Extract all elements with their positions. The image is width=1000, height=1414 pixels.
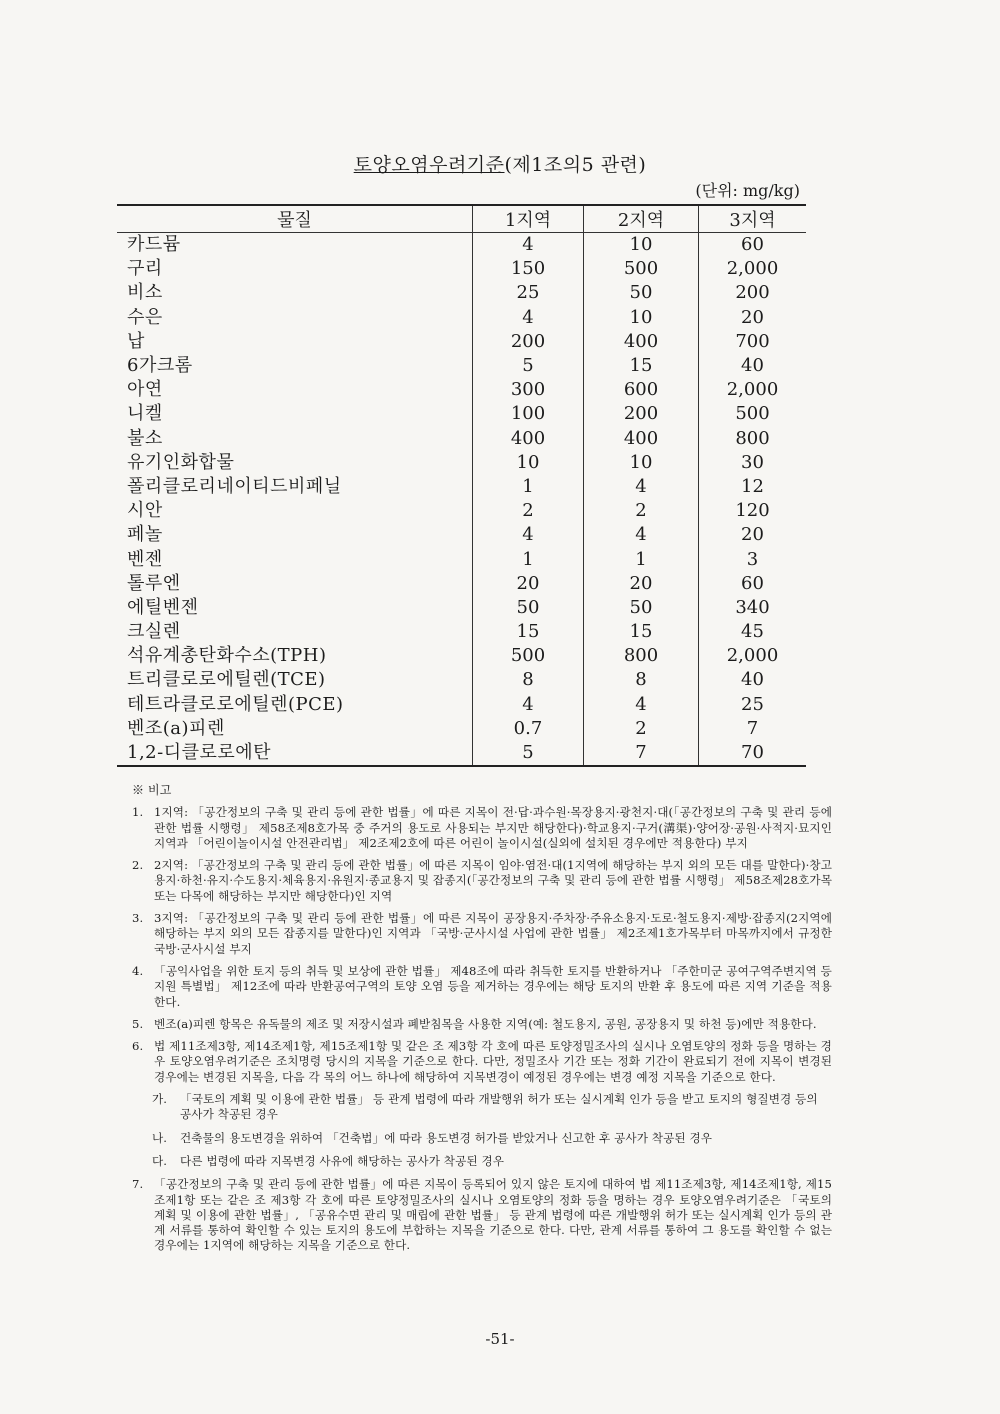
subitem-label: 가. [152,1092,168,1107]
note-item [132,964,832,1010]
region2-value: 500 [584,257,699,281]
substance-name: 유기인화합물 [127,451,235,473]
region1-value: 50 [473,596,584,620]
header-substance: 물질 [117,205,473,233]
region3-value: 700 [699,330,807,354]
notes-header: ※ 비고 [132,783,172,797]
region2-value: 50 [584,281,699,305]
note-text: 법 제11조제3항, 제14조제1항, 제15조제1항 및 같은 조 제3항 각 호에 따른 토양정밀조사의 실시나 오염토양의 정화 등을 명하는 경우 토양오염우려기준은 조치명령 당시의 지목을 기준으로 한다. 다만, 정밀조사 기간 또는 정화 기간이 완료되기 전에 지목이 변경된 경우에는 변경된 지목을, 다음 각 목의 어느 하나에 해당하여 지목변경이 예정된 경우에는 변경 예정 지목을 기준으로 한다. [154,1039,832,1084]
header-region2: 2지역 [584,205,699,233]
region1-value: 5 [473,354,584,378]
standards-table [117,204,806,767]
substance-name: 불소 [127,427,163,449]
note-text: 「공익사업을 위한 토지 등의 취득 및 보상에 관한 법률」 제48조에 따라 취득한 토지를 반환하거나 「주한미군 공여구역주변지역 등 지원 특별법」 제12조에 따라 반환공여구역의 토양 오염 등을 제거하는 경우에는 해당 토지의 반환 후 용도에 따른 지역 기준을 적용한다. [154,963,832,1009]
table-row [117,451,806,475]
note-number: 1. [132,805,144,820]
table-row [117,378,806,402]
region3-value: 120 [699,499,807,523]
note-text: 3지역: 「공간정보의 구축 및 관리 등에 관한 법률」에 따른 지목이 공장용지·주차장·주유소용지·도로·철도용지·제방·잡종지(2지역에 해당하는 부지 외의 모든 잡종지를 말한다)인 지역과 「국방·군사시설 사업에 관한 법률」 제2조제1호가목부터 마목까지에서 규정한 국방·군사시설 부지 [154,911,832,956]
region2-value: 20 [584,572,699,596]
region1-value: 25 [473,281,584,305]
region2-value: 400 [584,427,699,451]
region2-value: 15 [584,354,699,378]
note-subitem [152,1154,832,1169]
header-region3: 3지역 [699,205,807,233]
note-text: 「공간정보의 구축 및 관리 등에 관한 법률」에 따른 지목이 등록되어 있지 않은 토지에 대하여 법 제11조제3항, 제14조제1항, 제15조제1항 또는 같은 조 제3항 각 호에 따른 토양정밀조사의 실시나 오염토양의 정화 등을 명하는 경우 토양오염우려기준은 「국토의 계획 및 이용에 관한 법률」, 「공유수면 관리 및 매립에 관한 법률」 등 관계 법령에 따른 개발행위 허가 또는 실시계획 인가 등의 관계 서류를 통하여 확인할 수 있는 토지의 용도에 부합하는 지목을 기준으로 한다. 다만, 관계 서류를 통하여 그 용도를 확인할 수 없는 경우에는 1지역에 해당하는 지목을 기준으로 한다. [154,1177,832,1253]
region2-value: 1 [584,547,699,571]
region2-value: 4 [584,693,699,717]
region3-value: 60 [699,233,807,258]
region1-value: 4 [473,233,584,258]
substance-name: 비소 [127,282,163,304]
table-row [117,644,806,668]
region2-value: 10 [584,306,699,330]
subitem-label: 나. [152,1130,168,1145]
note-number: 5. [132,1016,144,1031]
region3-value: 2,000 [699,644,807,668]
region2-value: 200 [584,402,699,426]
table-header-row [117,205,806,233]
table-row [117,499,806,523]
region3-value: 7 [699,717,807,741]
region1-value: 10 [473,451,584,475]
region2-value: 4 [584,523,699,547]
region3-value: 500 [699,402,807,426]
region3-value: 12 [699,475,807,499]
region1-value: 300 [473,378,584,402]
table-row [117,281,806,305]
region1-value: 8 [473,668,584,692]
region1-value: 1 [473,547,584,571]
region1-value: 500 [473,644,584,668]
substance-name: 크실렌 [127,621,181,643]
header-region1: 1지역 [473,205,584,233]
table-row [117,717,806,741]
table-row [117,354,806,378]
notes-list [132,805,832,1253]
note-number: 7. [132,1177,144,1192]
subitem-text: 건축물의 용도변경을 위하여 「건축법」에 따라 용도변경 허가를 받았거나 신고한 후 공사가 착공된 경우 [180,1130,713,1145]
note-text: 2지역: 「공간정보의 구축 및 관리 등에 관한 법률」에 따른 지목이 임야·염전·대(1지역에 해당하는 부지 외의 모든 대를 말한다)·창고용지·하천·유지·수도용지·체육용지·유원지·종교용지 및 잡종지(「공간정보의 구축 및 관리 등에 관한 법률 시행령」 제58조제28호가목 또는 다목에 해당하는 부지만 해당한다)인 지역 [154,858,832,903]
region1-value: 200 [473,330,584,354]
region3-value: 40 [699,668,807,692]
page-title [0,150,1000,177]
region2-value: 10 [584,233,699,258]
region3-value: 60 [699,572,807,596]
note-subitem [152,1092,832,1123]
table-row [117,427,806,451]
region3-value: 2,000 [699,257,807,281]
substance-name: 수은 [127,306,163,328]
unit-label: (단위: mg/kg) [695,181,800,200]
region2-value: 8 [584,668,699,692]
substance-name: 페놀 [127,524,163,546]
substance-name: 벤젠 [127,548,163,570]
substance-name: 아연 [127,379,163,401]
table-row [117,306,806,330]
page-number: -51- [485,1330,515,1348]
note-item [132,1039,832,1169]
note-item [132,1017,832,1032]
table-row [117,620,806,644]
subitem-text: 「국토의 계획 및 이용에 관한 법률」 등 관계 법령에 따라 개발행위 허가 또는 실시계획 인가 등을 받고 토지의 형질변경 등의 공사가 착공된 경우 [180,1092,818,1122]
notes-section [132,783,832,1261]
region3-value: 25 [699,693,807,717]
region1-value: 0.7 [473,717,584,741]
note-item [132,1177,832,1253]
substance-name: 에틸벤젠 [127,596,199,618]
substance-name: 폴리클로리네이티드비페닐 [127,475,342,497]
substance-name: 시안 [127,500,163,522]
substance-name: 트리클로로에틸렌(TCE) [127,669,326,691]
region2-value: 400 [584,330,699,354]
substance-name: 카드뮴 [127,234,181,256]
substance-name: 석유계총탄화수소(TPH) [127,645,327,667]
region1-value: 100 [473,402,584,426]
subitem-text: 다른 법령에 따라 지목변경 사유에 해당하는 공사가 착공된 경우 [180,1153,505,1168]
region1-value: 2 [473,499,584,523]
region2-value: 10 [584,451,699,475]
note-text: 벤조(a)피렌 항목은 유독물의 제조 및 저장시설과 폐받침목을 사용한 지역(예: 철도용지, 공원, 공장용지 및 하천 등)에만 적용한다. [154,1016,817,1031]
substance-name: 톨루엔 [127,572,181,594]
note-item [132,805,832,851]
region3-value: 30 [699,451,807,475]
table-row [117,547,806,571]
region2-value: 800 [584,644,699,668]
substance-name: 1,2-디클로로에탄 [127,742,272,764]
note-number: 4. [132,963,144,978]
region2-value: 600 [584,378,699,402]
region2-value: 4 [584,475,699,499]
note-item [132,858,832,904]
subitem-label: 다. [152,1153,168,1168]
table-row [117,257,806,281]
region3-value: 40 [699,354,807,378]
table-row [117,402,806,426]
region2-value: 2 [584,717,699,741]
region1-value: 20 [473,572,584,596]
substance-name: 니켈 [127,403,163,425]
region1-value: 5 [473,741,584,766]
table-body [117,233,806,767]
table-row [117,596,806,620]
region1-value: 4 [473,693,584,717]
region2-value: 15 [584,620,699,644]
region1-value: 4 [473,523,584,547]
region1-value: 400 [473,427,584,451]
title-suffix: (제1조의5 관련) [504,154,647,176]
region3-value: 2,000 [699,378,807,402]
region3-value: 3 [699,547,807,571]
title-main: 토양오염우려기준 [353,154,505,176]
table-row [117,668,806,692]
note-item [132,911,832,957]
substance-name: 테트라클로로에틸렌(PCE) [127,693,344,715]
region3-value: 20 [699,306,807,330]
region1-value: 150 [473,257,584,281]
table-row [117,572,806,596]
region2-value: 7 [584,741,699,766]
substance-name: 납 [127,330,145,352]
region3-value: 70 [699,741,807,766]
region3-value: 45 [699,620,807,644]
substance-name: 벤조(a)피렌 [127,717,225,739]
region3-value: 20 [699,523,807,547]
table-row [117,693,806,717]
table-row [117,475,806,499]
substance-name: 6가크롬 [127,355,193,377]
table-row [117,233,806,258]
table-row [117,330,806,354]
region3-value: 200 [699,281,807,305]
note-subitem [152,1131,832,1146]
substance-name: 구리 [127,258,163,280]
region1-value: 4 [473,306,584,330]
region1-value: 15 [473,620,584,644]
table-row [117,741,806,766]
note-text: 1지역: 「공간정보의 구축 및 관리 등에 관한 법률」에 따른 지목이 전·답·과수원·목장용지·광천지·대(「공간정보의 구축 및 관리 등에 관한 법률 시행령」 제58조제8호가목 중 주거의 용도로 사용되는 부지만 해당한다)·학교용지·구거(溝渠)·양어장·공원·사적지·묘지인 지역과 「어린이놀이시설 안전관리법」 제2조제2호에 따른 어린이 놀이시설(실외에 설치된 경우에만 적용한다) 부지 [154,805,832,850]
region3-value: 340 [699,596,807,620]
note-number: 6. [132,1039,144,1054]
region2-value: 2 [584,499,699,523]
region1-value: 1 [473,475,584,499]
note-number: 2. [132,858,144,873]
table-row [117,523,806,547]
region3-value: 800 [699,427,807,451]
region2-value: 50 [584,596,699,620]
note-number: 3. [132,911,144,926]
